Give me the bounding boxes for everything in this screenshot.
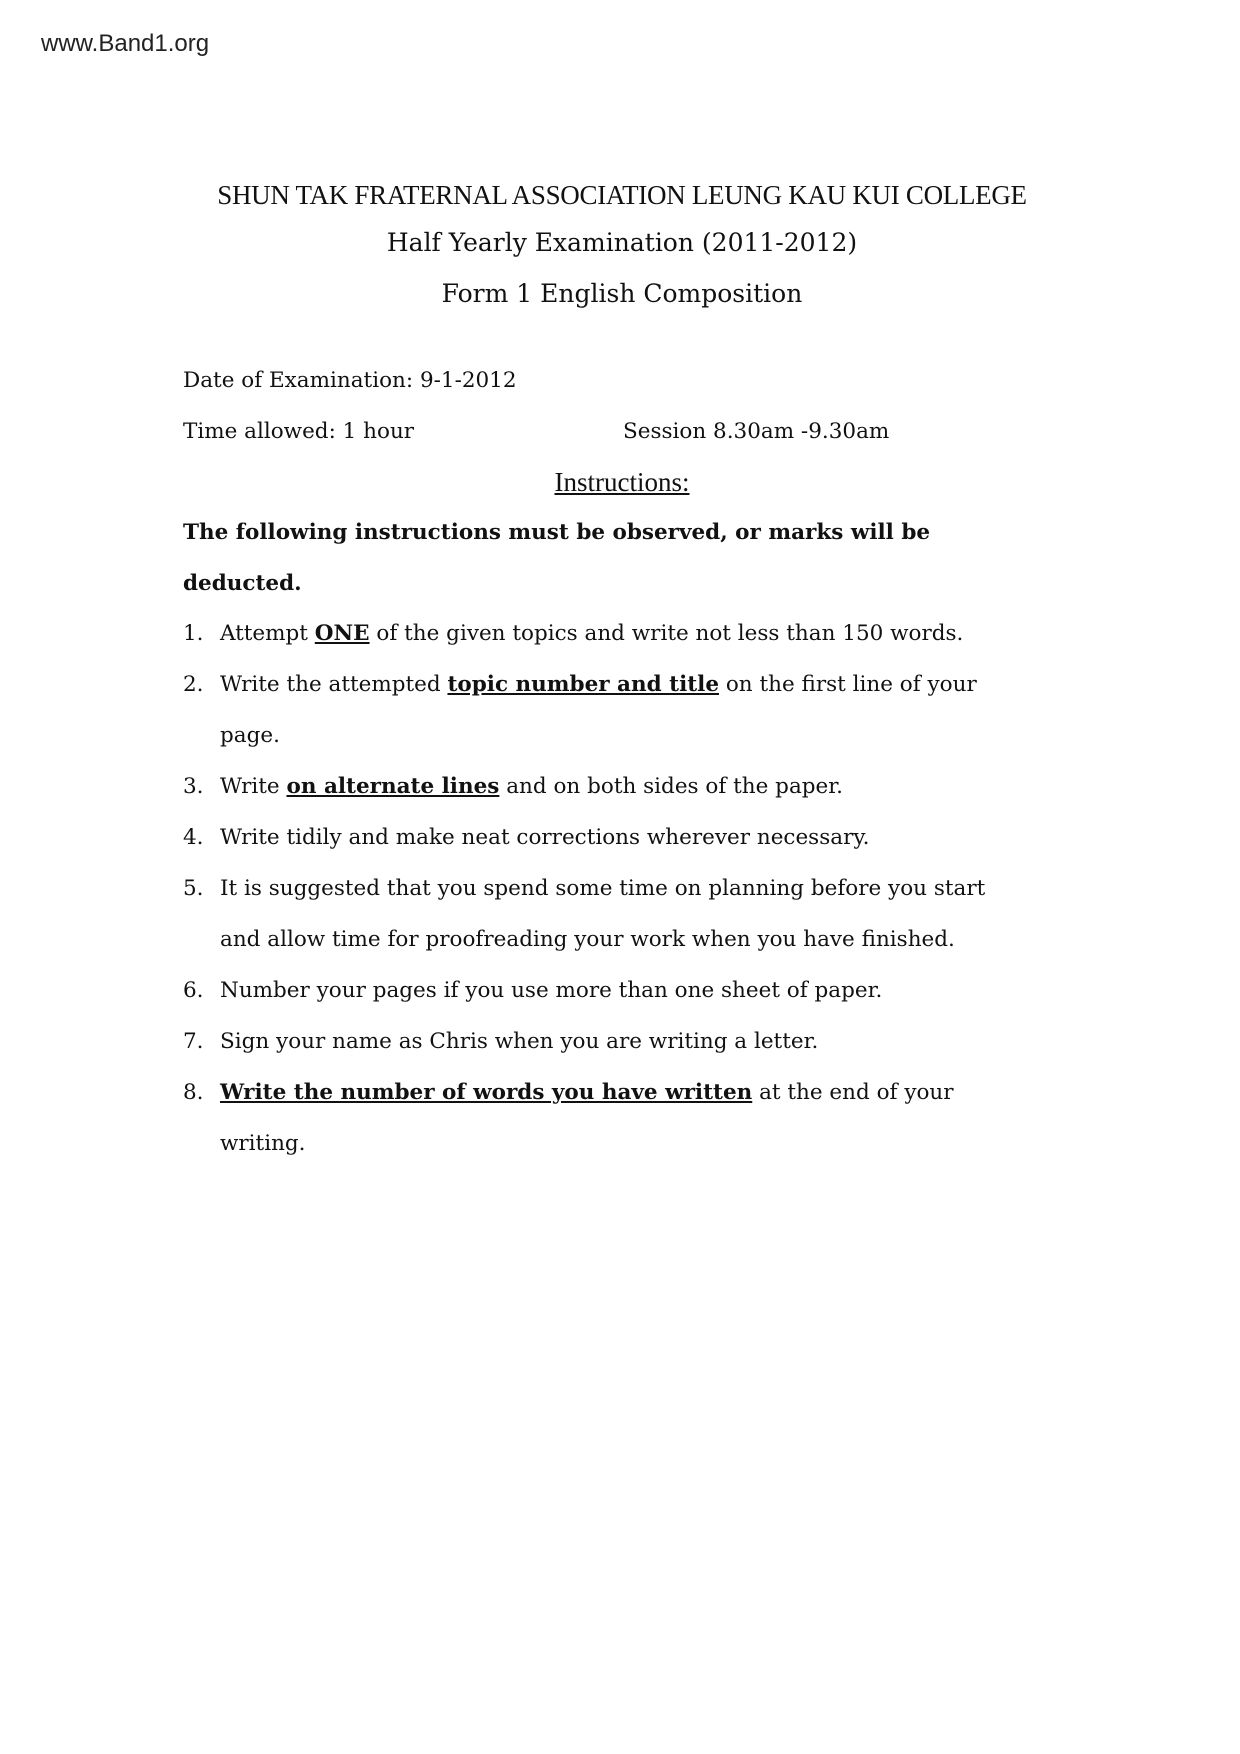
school-name: SHUN TAK FRATERNAL ASSOCIATION LEUNG KAU KUI COLLEGE — [217, 180, 1027, 210]
item-text: It is suggested that you spend some time on planning before you start — [220, 876, 986, 901]
instruction-item — [220, 978, 882, 1003]
item-text: of the given topics and write not less than 150 words. — [369, 621, 964, 646]
emphasis-text: Write the number of words you have written — [220, 1080, 753, 1105]
item-text: Sign your name as Chris when you are writing a letter. — [220, 1029, 819, 1054]
emphasis-text: topic number and title — [447, 672, 720, 697]
warning-line-2: deducted. — [183, 571, 302, 596]
item-continuation: writing. — [220, 1131, 306, 1156]
item-continuation: and allow time for proofreading your work when you have finished. — [220, 927, 955, 952]
item-continuation: page. — [220, 723, 280, 748]
item-text: and on both sides of the paper. — [499, 774, 844, 799]
exam-date: Date of Examination: 9-1-2012 — [183, 368, 517, 393]
emphasis-text: on alternate lines — [286, 774, 500, 799]
item-number: 3. — [183, 774, 204, 799]
instruction-item — [220, 672, 977, 697]
item-text: Attempt — [220, 621, 315, 646]
instruction-item — [220, 825, 869, 850]
exam-title: Half Yearly Examination (2011-2012) — [386, 228, 858, 257]
item-text: at the end of your — [752, 1080, 954, 1105]
session-time: Session 8.30am -9.30am — [623, 419, 890, 444]
item-number: 2. — [183, 672, 204, 697]
item-number: 1. — [183, 621, 204, 646]
instruction-item — [220, 621, 963, 646]
instruction-item — [220, 774, 843, 799]
instruction-item — [220, 876, 985, 901]
item-number: 5. — [183, 876, 204, 901]
item-text: Number your pages if you use more than one sheet of paper. — [220, 978, 883, 1003]
instructions-heading: Instructions: — [554, 467, 690, 497]
time-allowed: Time allowed: 1 hour — [183, 419, 415, 444]
watermark: www.Band1.org — [41, 30, 210, 57]
instruction-item — [220, 1080, 954, 1105]
item-text: Write the attempted — [220, 672, 448, 697]
item-text: Write — [220, 774, 287, 799]
paper-title: Form 1 English Composition — [441, 279, 803, 308]
item-number: 4. — [183, 825, 204, 850]
item-number: 8. — [183, 1080, 204, 1105]
item-text: Write tidily and make neat corrections wherever necessary. — [220, 825, 870, 850]
emphasis-text: ONE — [314, 621, 370, 646]
warning-line-1: The following instructions must be observed, or marks will be — [183, 520, 931, 545]
item-text: on the first line of your — [719, 672, 977, 697]
item-number: 7. — [183, 1029, 204, 1054]
item-number: 6. — [183, 978, 204, 1003]
instruction-item — [220, 1029, 818, 1054]
